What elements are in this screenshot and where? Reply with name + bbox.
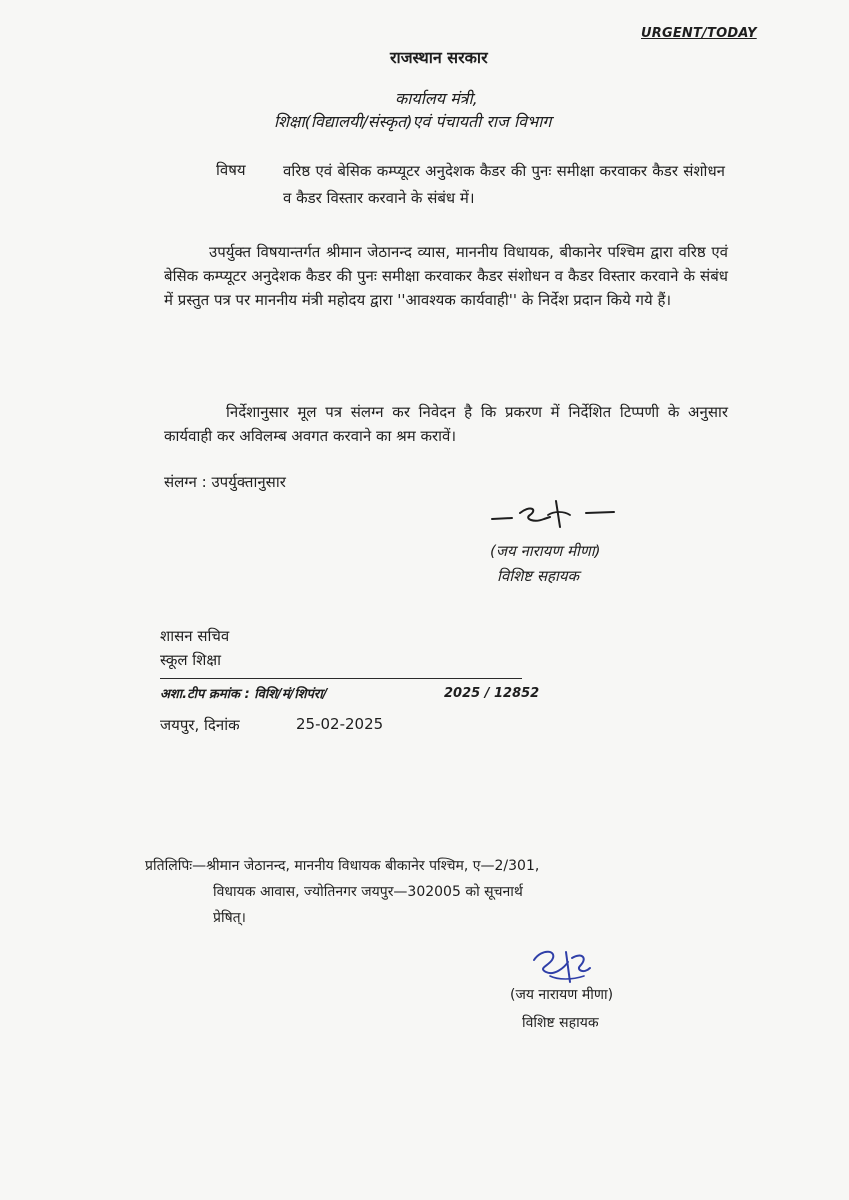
enclosure-note: संलग्न : उपर्युक्तानुसार (164, 473, 286, 491)
subject-text: वरिष्ठ एवं बेसिक कम्प्यूटर अनुदेशक कैडर की पुनः समीक्षा करवाकर कैडर संशोधन व कैडर विस्तार करवाने के संबंध में। (283, 162, 725, 207)
urgent-label: URGENT/TODAY (641, 26, 757, 41)
reference-prefix: अशा.टीप क्रमांक : विशि/मं/शिपंरा/ (160, 687, 328, 702)
signatory-2-name: (जय नारायण मीणा) (510, 987, 614, 1003)
body-paragraph-2: निर्देशानुसार मूल पत्र संलग्न कर निवेदन है कि प्रकरण में निर्देशित टिप्पणी के अनुसार कार्यवाही कर अविलम्ब अवगत करवाने का श्रम करावें। (164, 403, 728, 445)
addressee-line-1: शासन सचिव (160, 627, 230, 645)
addressee-line-2: स्कूल शिक्षा (160, 651, 222, 669)
copy-line-3: प्रेषित्। (213, 910, 246, 926)
signatory-1-title: विशिष्ट सहायक (497, 567, 580, 585)
copy-line-1: प्रतिलिपिः—श्रीमान जेठानन्द, माननीय विधायक बीकानेर पश्चिम, ए—2/301, (145, 858, 540, 874)
department-heading: शिक्षा(विद्यालयी/संस्कृत)एवं पंचायती राज विभाग (274, 112, 552, 131)
office-heading: कार्यालय मंत्री, (395, 89, 478, 108)
signature-1 (490, 497, 625, 537)
divider-line (160, 678, 522, 679)
date-value: 25-02-2025 (296, 715, 384, 733)
government-heading: राजस्थान सरकार (390, 48, 488, 67)
copy-to-block (145, 853, 690, 931)
place-label: जयपुर, दिनांक (160, 716, 240, 734)
signatory-2-title: विशिष्ट सहायक (522, 1015, 599, 1031)
reference-number: 2025 / 12852 (444, 686, 540, 701)
signatory-1-name: (जय नारायण मीणा) (490, 542, 601, 560)
subject-label: विषय (216, 161, 246, 179)
body-paragraph-1: उपर्युक्त विषयान्तर्गत श्रीमान जेठानन्द व्यास, माननीय विधायक, बीकानेर पश्चिम द्वारा वरिष्ठ एवं बेसिक कम्प्यूटर अनुदेशक कैडर की पुनः समीक्षा करवाकर कैडर संशोधन व कैडर विस्तार करवाने के संबंध में प्रस्तुत पत्र पर माननीय मंत्री महोदय द्वारा ''आवश्यक कार्यवाही'' के निर्देश प्रदान किये गये हैं। (164, 243, 728, 309)
copy-line-2: विधायक आवास, ज्योतिनगर जयपुर—302005 को सूचनार्थ (213, 884, 523, 900)
